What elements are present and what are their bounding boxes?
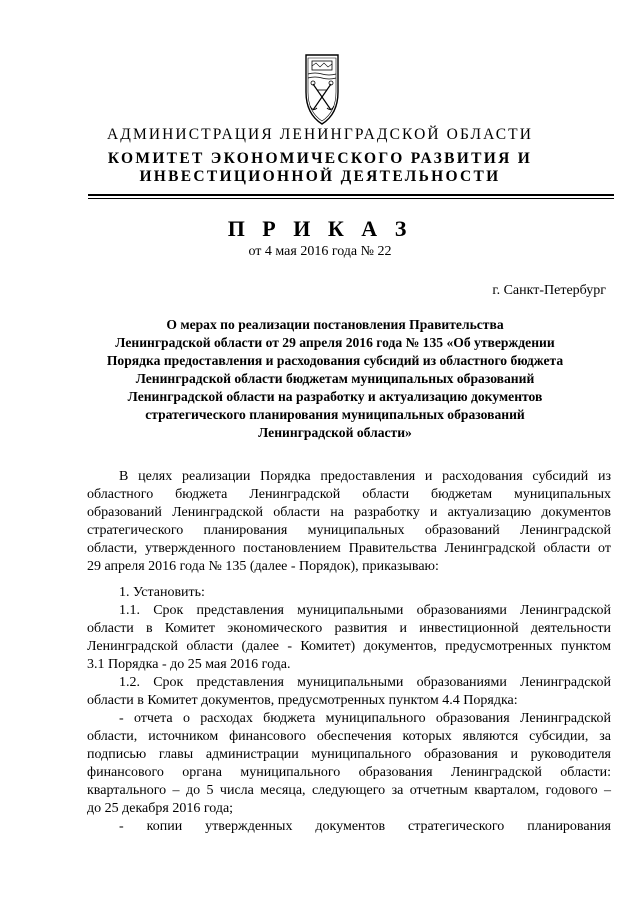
body-line: Ленинградской области (далее - Комитет) документов, предусмотренных пунктом: [87, 639, 611, 654]
body-line: стратегического планирования муниципальных образований Ленинградской: [87, 523, 611, 538]
title-line: Ленинградской области от 29 апреля 2016 года № 135 «Об утверждении: [115, 335, 555, 350]
body-line: подписью главы администрации муниципального образования и руководителя: [87, 747, 611, 762]
document-type: П Р И К А З: [227, 216, 413, 241]
body-line: области, источником финансового обеспечения которых являются субсидии, за: [87, 729, 611, 744]
document-body: [87, 468, 611, 836]
title-line: стратегического планирования муниципальных образований: [145, 407, 525, 422]
body-line: 3.1 Порядка - до 25 мая 2016 года.: [87, 657, 291, 672]
title-line: Ленинградской области бюджетам муниципальных образований: [135, 371, 535, 386]
body-line: В целях реализации Порядка предоставления и расходования субсидий из: [119, 469, 611, 484]
body-line: образований Ленинградской области на разработку и актуализацию документов: [87, 505, 611, 520]
document-date-number: от 4 мая 2016 года № 22: [248, 244, 392, 259]
body-line: 29 апреля 2016 года № 135 (далее - Порядок), приказываю:: [87, 559, 439, 574]
coat-of-arms-icon: [298, 52, 346, 130]
title-line: Ленинградской области»: [258, 425, 412, 440]
org-line-3: ИНВЕСТИЦИОННОЙ ДЕЯТЕЛЬНОСТИ: [139, 168, 501, 185]
title-line: Порядка предоставления и расходования субсидий из областного бюджета: [106, 353, 564, 368]
body-line: до 25 декабря 2016 года;: [87, 801, 234, 816]
org-line-2: КОМИТЕТ ЭКОНОМИЧЕСКОГО РАЗВИТИЯ И: [107, 150, 533, 167]
header-divider-thick: [88, 194, 614, 196]
body-line: - копии утвержденных документов стратегического планирования: [119, 819, 611, 834]
title-line: Ленинградской области на разработку и актуализацию документов: [127, 389, 543, 404]
org-line-1: АДМИНИСТРАЦИЯ ЛЕНИНГРАДСКОЙ ОБЛАСТИ: [107, 126, 533, 143]
document-title: [70, 316, 600, 442]
body-line: - отчета о расходах бюджета муниципального образования Ленинградской: [119, 711, 611, 726]
body-line: 1. Установить:: [119, 585, 205, 600]
body-line: финансового органа муниципального образования Ленинградской области:: [87, 765, 611, 780]
title-line: О мерах по реализации постановления Правительства: [166, 317, 504, 332]
body-line: области в Комитет документов, предусмотренных пунктом 4.4 Порядка:: [87, 693, 518, 708]
body-line: 1.1. Срок представления муниципальными образованиями Ленинградской: [119, 603, 611, 618]
body-line: квартального – до 5 числа месяца, следующего за отчетным кварталом, годового –: [87, 783, 611, 798]
header-divider-thin: [88, 198, 614, 199]
body-line: области, утвержденного постановлением Правительства Ленинградской области от: [87, 541, 611, 556]
body-line: областного бюджета Ленинградской области бюджетам муниципальных: [87, 487, 611, 502]
document-city: г. Санкт-Петербург: [492, 283, 606, 298]
body-line: 1.2. Срок представления муниципальными образованиями Ленинградской: [119, 675, 611, 690]
body-line: области в Комитет экономического развития и инвестиционной деятельности: [87, 621, 611, 636]
